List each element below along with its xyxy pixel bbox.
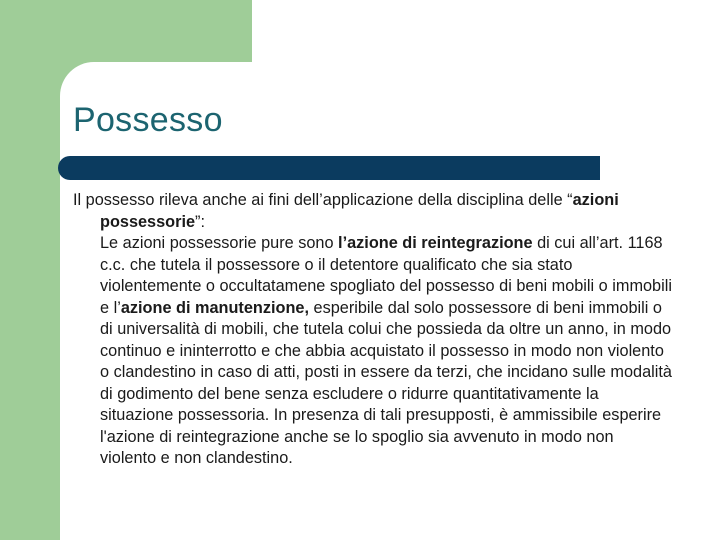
detail-text-b: di cui all’art. 1168 c.c. che tutela il possessore o il detentore qualificato che sia stato violentemente o occultatamene spogliato del possesso di beni mobili o immobili e l’ bbox=[100, 234, 672, 317]
intro-close: ”: bbox=[195, 212, 205, 231]
intro-paragraph bbox=[73, 190, 673, 233]
decorative-frame-left bbox=[0, 0, 60, 540]
detail-text-a: Le azioni possessorie pure sono bbox=[100, 234, 339, 252]
detail-text-c: esperibile dal solo possessore di beni immobili o di universalità di mobili, che tutela colui che possieda da oltre un anno, in modo continuo e ininterrotto e che abbia acquistato il possesso in modo non violento o clandestino in caso di atti, posti in essere da terzi, che incidano sulle modalità di godimento del bene senza escludere o ridurre quantitativamente la situazione possessoria. In presenza di tali presupposti, è ammissibile esperire l'azione di reintegrazione anche se lo spoglio sia avvenuto in modo non violento e non clandestino. bbox=[100, 298, 672, 467]
intro-bold-term: azioni possessorie bbox=[100, 191, 619, 231]
intro-open-quote: “ bbox=[567, 191, 573, 209]
title-divider-bar bbox=[58, 156, 600, 180]
detail-bold-reintegrazione: l’azione di reintegrazione bbox=[338, 234, 533, 252]
intro-text: Il possesso rileva anche ai fini dell’applicazione della disciplina delle bbox=[73, 191, 563, 209]
slide-title: Possesso bbox=[73, 101, 223, 139]
slide-body bbox=[73, 190, 673, 470]
detail-paragraph bbox=[73, 233, 673, 470]
detail-bold-manutenzione: azione di manutenzione, bbox=[120, 298, 309, 317]
